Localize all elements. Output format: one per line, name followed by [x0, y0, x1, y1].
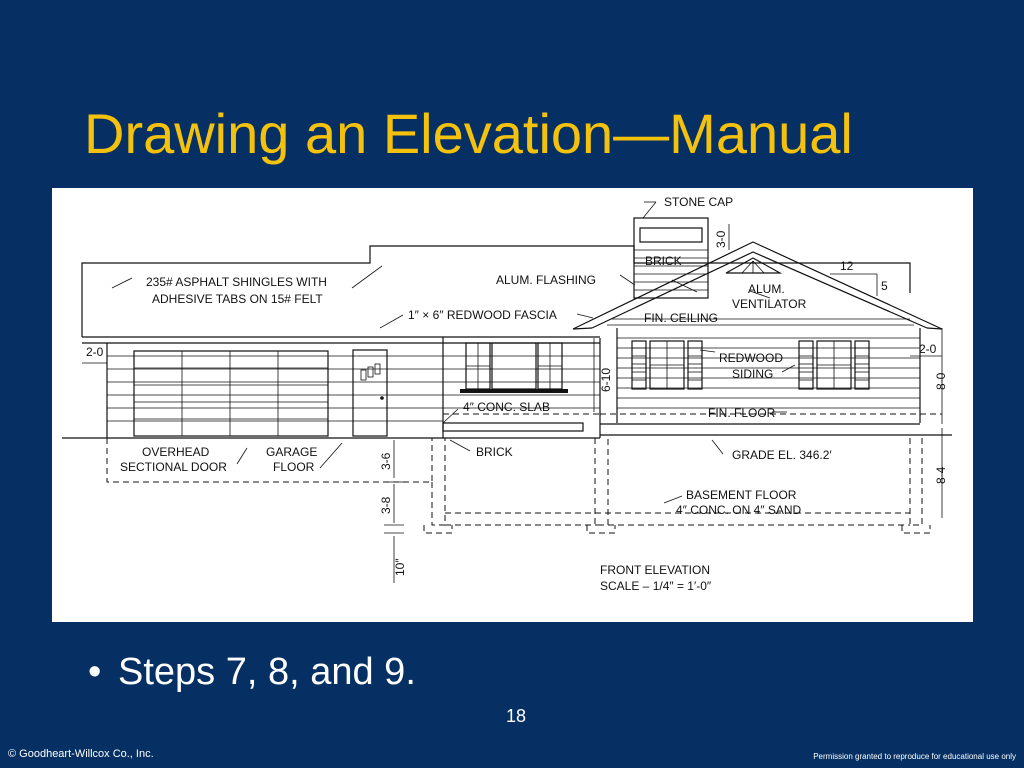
- entry-door: [353, 350, 387, 436]
- label-alum-ventilator-line1: ALUM.: [748, 282, 785, 296]
- label-basement-floor-line2: 4″ CONC. ON 4″ SAND: [676, 503, 802, 517]
- label-brick-foundation: BRICK: [476, 445, 513, 459]
- dim-basement-depth: 8-4: [934, 466, 948, 484]
- label-fin-floor: FIN. FLOOR: [708, 406, 776, 420]
- label-grade-elevation: GRADE EL. 346.2′: [732, 448, 832, 462]
- label-basement-floor-line1: BASEMENT FLOOR: [686, 488, 797, 502]
- garage-door: [134, 351, 328, 436]
- dim-footing-depth: 3-8: [379, 496, 393, 514]
- dim-wall-height-mid: 6-10: [599, 367, 613, 392]
- elevation-drawing: [52, 188, 973, 622]
- dim-garage-foundation: 3-6: [379, 452, 393, 470]
- dim-wall-height-right: 8-0: [934, 372, 948, 390]
- bullet-item: [88, 648, 416, 696]
- label-garage-floor-line1: GARAGE: [266, 445, 318, 459]
- dim-roof-pitch-rise: 5: [881, 279, 888, 293]
- page-number: 18: [505, 706, 527, 726]
- label-redwood-siding-line2: SIDING: [732, 367, 774, 381]
- permission-notice: Permission granted to reproduce for educational use only: [813, 752, 1016, 761]
- wall-outline: [107, 328, 920, 438]
- label-alum-flashing: ALUM. FLASHING: [496, 273, 597, 287]
- label-scale: SCALE – 1/4″ = 1′-0″: [600, 579, 712, 593]
- dim-chimney-height: 3-0: [714, 230, 728, 248]
- bullet-marker: •: [88, 651, 102, 693]
- bullet-list: [88, 648, 416, 696]
- grade-and-slab: [62, 414, 952, 438]
- label-overhead-door-line1: OVERHEAD: [142, 445, 210, 459]
- label-front-elevation: FRONT ELEVATION: [600, 563, 711, 577]
- label-redwood-fascia: 1″ × 6″ REDWOOD FASCIA: [408, 308, 557, 322]
- label-alum-ventilator-line2: VENTILATOR: [732, 297, 807, 311]
- label-shingles-line2: ADHESIVE TABS ON 15# FELT: [152, 292, 323, 306]
- label-conc-slab: 4″ CONC. SLAB: [463, 400, 550, 414]
- dim-left-overhang: 2-0: [86, 345, 104, 359]
- elevation-drawing-svg: [52, 188, 973, 622]
- dim-footing-thickness: 10″: [393, 558, 407, 576]
- label-garage-floor-line2: FLOOR: [273, 460, 315, 474]
- label-stone-cap: STONE CAP: [664, 195, 734, 209]
- label-brick-chimney: BRICK: [645, 254, 682, 268]
- right-bedroom-window: [799, 341, 869, 389]
- dim-right-overhang: 2-0: [919, 342, 937, 356]
- bullet-text: Steps 7, 8, and 9.: [118, 651, 416, 693]
- label-redwood-siding-line1: REDWOOD: [719, 351, 783, 365]
- label-shingles-line1: 235# ASPHALT SHINGLES WITH: [146, 275, 327, 289]
- label-fin-ceiling: FIN. CEILING: [644, 311, 719, 325]
- left-bedroom-window: [632, 341, 702, 389]
- copyright-notice: © Goodheart-Willcox Co., Inc.: [8, 748, 154, 760]
- label-overhead-door-line2: SECTIONAL DOOR: [120, 460, 227, 474]
- dim-roof-pitch-run: 12: [840, 259, 854, 273]
- slide-title: Drawing an Elevation—Manual: [84, 102, 853, 165]
- middle-window: [460, 343, 568, 393]
